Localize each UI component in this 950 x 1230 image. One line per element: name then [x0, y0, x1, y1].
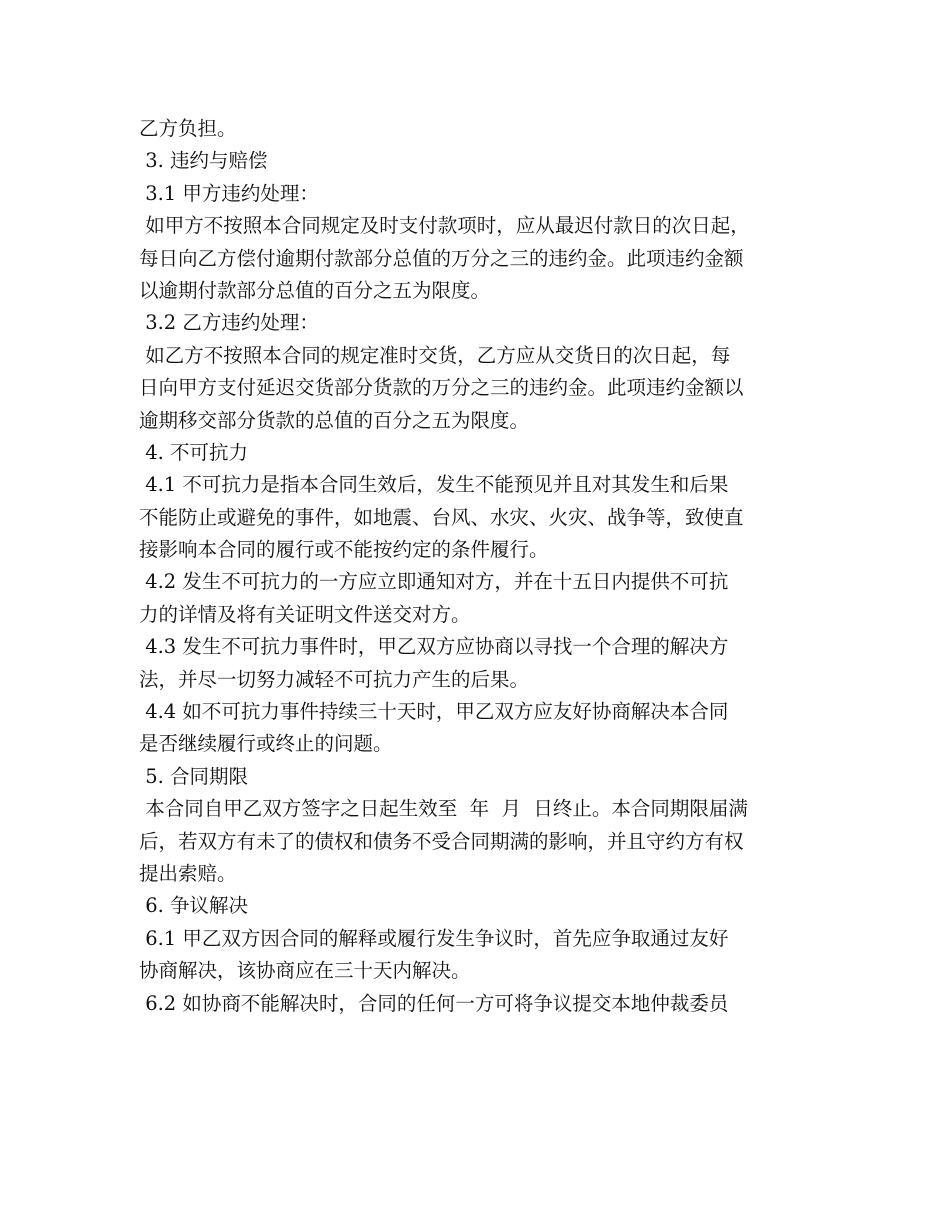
text-line: 力的详情及将有关证明文件送交对方。	[139, 602, 471, 626]
text-line: 逾期移交部分货款的总值的百分之五为限度。	[139, 408, 530, 432]
text-line: 如乙方不按照本合同的规定准时交货，乙方应从交货日的次日起，每	[139, 343, 731, 367]
text-line: 4.1 不可抗力是指本合同生效后，发生不能预见并且对其发生和后果	[139, 473, 729, 497]
text-line: 日向甲方支付延迟交货部分货款的万分之三的违约金。此项违约金额以	[139, 376, 744, 400]
text-line: 提出索赔。	[139, 861, 237, 885]
text-line: 协商解决，该协商应在三十天内解决。	[139, 959, 471, 983]
section-heading: 3. 违约与赔偿	[139, 149, 268, 173]
document-body	[139, 113, 829, 1020]
text-line: 每日向乙方偿付逾期付款部分总值的万分之三的违约金。此项违约金额	[139, 246, 744, 270]
text-line: 4.2 发生不可抗力的一方应立即通知对方，并在十五日内提供不可抗	[139, 570, 729, 594]
text-line: 乙方负担。	[139, 117, 237, 140]
section-heading: 5. 合同期限	[139, 764, 249, 788]
text-line: 接影响本合同的履行或不能按约定的条件履行。	[139, 538, 549, 562]
text-line: 如甲方不按照本合同规定及时支付款项时，应从最迟付款日的次日起，	[139, 214, 750, 238]
text-line: 后，若双方有未了的债权和债务不受合同期满的影响，并且守约方有权	[139, 829, 744, 853]
section-heading: 6. 争议解决	[139, 894, 249, 918]
text-line: 法，并尽一切努力减轻不可抗力产生的后果。	[139, 667, 530, 691]
text-line: 不能防止或避免的事件，如地震、台风、水灾、火灾、战争等，致使直	[139, 505, 744, 529]
text-line: 本合同自甲乙双方签字之日起生效至 年 月 日终止。本合同期限届满	[139, 797, 748, 821]
section-heading: 4. 不可抗力	[139, 440, 249, 464]
subsection-heading: 3.1 甲方违约处理：	[139, 181, 319, 205]
subsection-heading: 3.2 乙方违约处理：	[139, 311, 319, 335]
text-line: 是否继续履行或终止的问题。	[139, 732, 393, 756]
text-line: 6.2 如协商不能解决时，合同的任何一方可将争议提交本地仲裁委员	[139, 991, 729, 1015]
text-line: 以逾期付款部分总值的百分之五为限度。	[139, 278, 491, 302]
text-line: 6.1 甲乙双方因合同的解释或履行发生争议时，首先应争取通过友好	[139, 926, 729, 950]
text-line: 4.4 如不可抗力事件持续三十天时，甲乙双方应友好协商解决本合同	[139, 700, 729, 724]
text-line: 4.3 发生不可抗力事件时，甲乙双方应协商以寻找一个合理的解决方	[139, 635, 729, 659]
